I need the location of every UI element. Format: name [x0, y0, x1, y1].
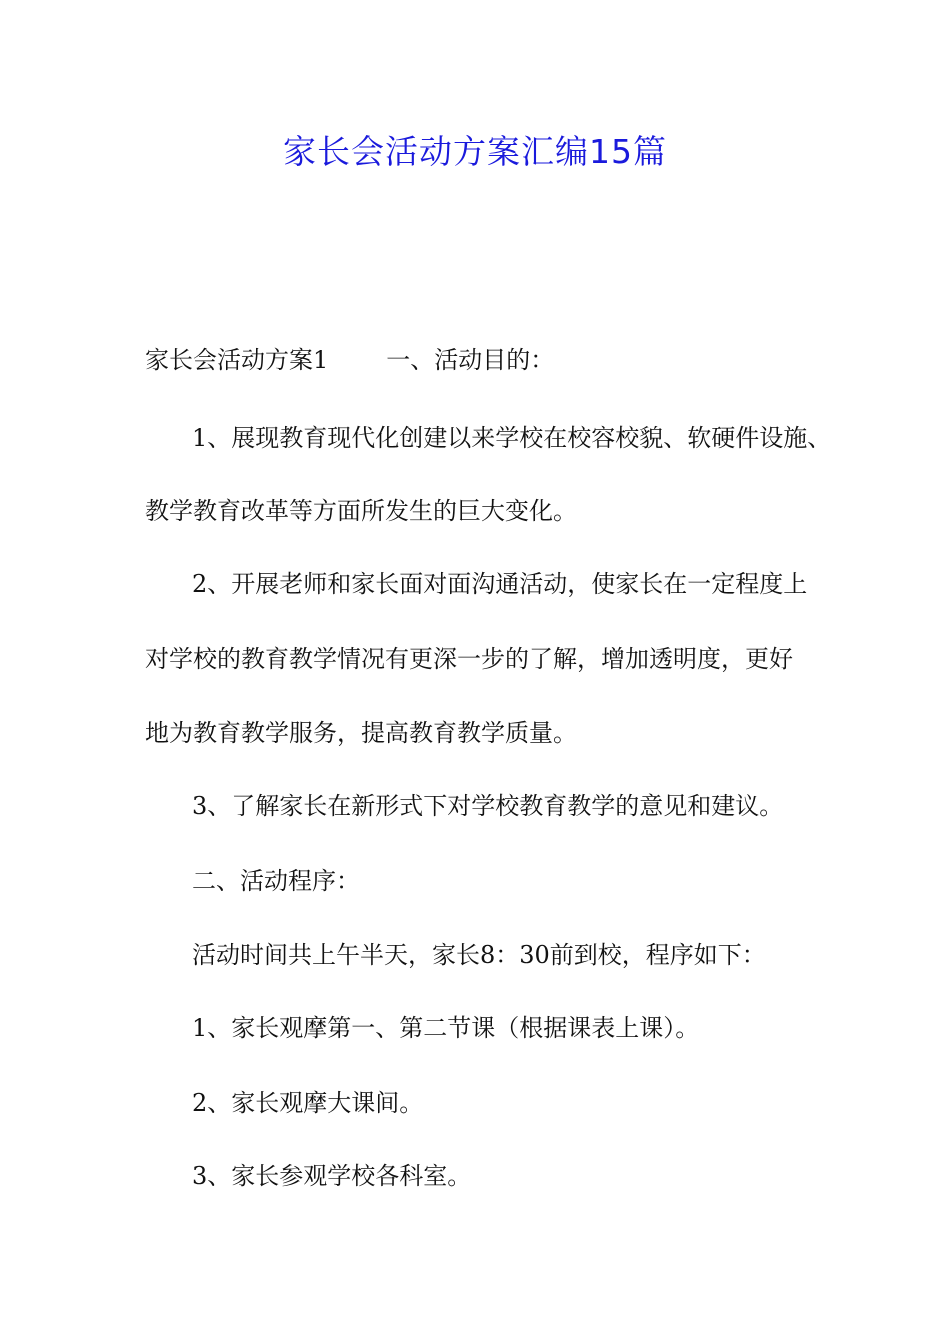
section-heading: 家长会活动方案1: [145, 346, 329, 374]
paragraph-line: 地为教育教学服务，提高教育教学质量。: [145, 719, 577, 747]
paragraph-line: 3、了解家长在新形式下对学校教育教学的意见和建议。: [192, 792, 784, 820]
paragraph-line: 对学校的教育教学情况有更深一步的了解，增加透明度，更好: [145, 645, 793, 673]
heading-activity-purpose: 一、活动目的：: [386, 346, 555, 374]
document-title: 家长会活动方案汇编15篇: [283, 132, 667, 171]
first-paragraph-line: [145, 342, 554, 378]
paragraph-line: 教学教育改革等方面所发生的巨大变化。: [145, 497, 577, 525]
paragraph-line: 2、开展老师和家长面对面沟通活动，使家长在一定程度上: [192, 570, 808, 598]
list-item: 3、家长参观学校各科室。: [192, 1162, 472, 1190]
paragraph-line: 1、展现教育现代化创建以来学校在校容校貌、软硬件设施、: [192, 424, 832, 452]
list-item: 1、家长观摩第一、第二节课（根据课表上课）。: [192, 1014, 700, 1042]
list-item: 2、家长观摩大课间。: [192, 1089, 424, 1117]
heading-activity-procedure: 二、活动程序：: [192, 867, 360, 895]
paragraph-line: 活动时间共上午半天，家长8：30前到校，程序如下：: [192, 941, 766, 969]
